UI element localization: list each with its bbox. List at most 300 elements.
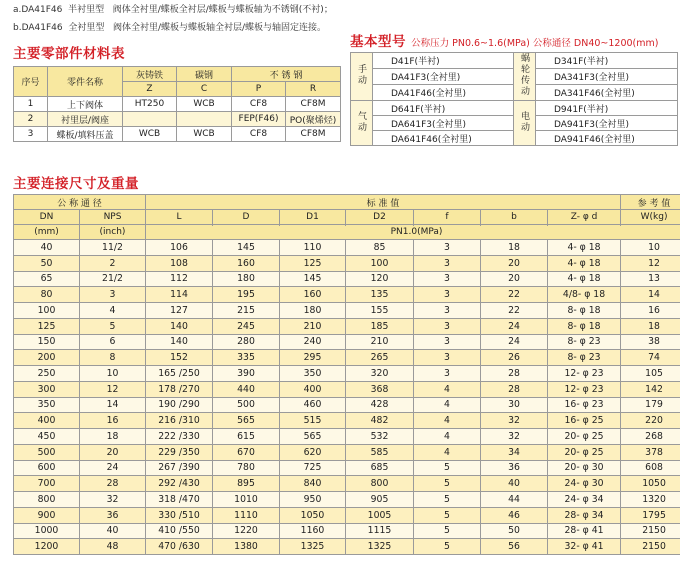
table-cell: 4 [414, 444, 481, 460]
table-cell: 895 [213, 476, 280, 492]
table-cell: 12- φ 23 [548, 381, 621, 397]
table-cell: 44 [481, 492, 548, 508]
table-cell: 585 [346, 444, 414, 460]
model-cell: DA941F3(全衬里) [536, 116, 678, 131]
note-b-desc: 阀体全衬里/蝶板与蝶板轴全衬层/蝶板与轴固定连接。 [112, 23, 327, 33]
table-cell: 40 [80, 523, 146, 539]
table-cell: 5 [414, 476, 481, 492]
table-cell: 500 [14, 444, 80, 460]
table-cell: 400 [280, 381, 346, 397]
table-cell: 18 [80, 429, 146, 445]
table-row [14, 303, 680, 319]
note-a [13, 4, 333, 17]
table-cell: 220 [621, 413, 680, 429]
col-stainless-header: 不 锈 钢 [232, 67, 341, 82]
model-cell: DA41F46(全衬里) [373, 85, 514, 101]
table-cell: 250 [14, 366, 80, 382]
table-cell: 600 [14, 460, 80, 476]
table-cell: 3 [414, 334, 481, 350]
table-row [14, 507, 680, 523]
label-text: 气动 [356, 110, 366, 133]
table-cell: 470 /630 [146, 539, 213, 555]
code-z: Z [123, 82, 177, 97]
cell: 蝶板/填料压盖 [48, 127, 123, 142]
cell: WCB [177, 97, 232, 112]
table-cell: 142 [621, 381, 680, 397]
table-cell: 700 [14, 476, 80, 492]
table-cell: 400 [14, 413, 80, 429]
table-cell: 28- φ 41 [548, 523, 621, 539]
cell: 2 [14, 112, 48, 127]
table-cell: 2150 [621, 539, 680, 555]
label-text: 蜗轮传动 [519, 53, 529, 97]
cell: 上下阀体 [48, 97, 123, 112]
table-cell: 50 [14, 255, 80, 271]
table-cell: 108 [146, 255, 213, 271]
table-cell: 26 [481, 350, 548, 366]
table-cell: 80 [14, 287, 80, 303]
code-p: P [232, 82, 286, 97]
table-cell: 2150 [621, 523, 680, 539]
table-cell: 114 [146, 287, 213, 303]
table-cell: 20- φ 30 [548, 460, 621, 476]
table-cell: 22 [481, 287, 548, 303]
model-cell: D941F(半衬) [536, 101, 678, 116]
table-cell: 240 [280, 334, 346, 350]
table-cell: 6 [80, 334, 146, 350]
table-cell: 245 [213, 318, 280, 334]
table-cell: 65 [14, 271, 80, 287]
material-row [14, 112, 341, 127]
table-cell: 5 [414, 539, 481, 555]
model-cell: DA41F3(全衬里) [373, 69, 514, 85]
table-cell: 410 /550 [146, 523, 213, 539]
table-cell: 160 [280, 287, 346, 303]
table-cell: 5 [414, 460, 481, 476]
dimensions-table [13, 194, 680, 555]
table-cell: 38 [621, 334, 680, 350]
table-cell: 1115 [346, 523, 414, 539]
table-cell: 120 [346, 271, 414, 287]
table-cell: 200 [14, 350, 80, 366]
group-pneumatic-label [351, 101, 373, 146]
table-cell: 8- φ 23 [548, 334, 621, 350]
note-b-code: b.DA41F46 [13, 23, 63, 33]
table-cell: 565 [280, 429, 346, 445]
col-carbon-steel-header: 碳钢 [177, 67, 232, 82]
cell: 衬里层/阀座 [48, 112, 123, 127]
table-cell: 292 /430 [146, 476, 213, 492]
table-cell: 5 [414, 507, 481, 523]
table-cell: 3 [414, 318, 481, 334]
table-cell: 460 [280, 397, 346, 413]
table-cell: 50 [481, 523, 548, 539]
table-cell: 1110 [213, 507, 280, 523]
table-row [14, 444, 680, 460]
reference-header: 参 考 值 [621, 195, 680, 210]
standard-header: 标 准 值 [146, 195, 621, 210]
f-header: f [414, 210, 481, 225]
material-row [14, 127, 341, 142]
table-cell: 1380 [213, 539, 280, 555]
model-cell: DA641F3(全衬里) [373, 116, 514, 131]
table-cell: 46 [481, 507, 548, 523]
cell: CF8 [232, 127, 286, 142]
table-cell: 1200 [14, 539, 80, 555]
table-row [14, 460, 680, 476]
note-a-type: 半衬里型 [68, 5, 105, 15]
table-cell: 152 [146, 350, 213, 366]
table-cell: 350 [280, 366, 346, 382]
table-cell: 950 [280, 492, 346, 508]
table-cell: 140 [146, 318, 213, 334]
table-cell: 24- φ 30 [548, 476, 621, 492]
table-row [14, 397, 680, 413]
note-b [13, 22, 326, 35]
models-heading [350, 30, 658, 50]
cell: CF8M [286, 97, 341, 112]
table-cell: 36 [481, 460, 548, 476]
table-cell: 24 [481, 318, 548, 334]
nps-header: NPS [80, 210, 146, 225]
cell: CF8M [286, 127, 341, 142]
dn-unit: (mm) [14, 225, 80, 240]
table-cell: 32 [481, 429, 548, 445]
table-cell: 5 [414, 492, 481, 508]
table-cell: 267 /390 [146, 460, 213, 476]
group-worm-label [514, 53, 536, 101]
table-cell: 210 [280, 318, 346, 334]
table-cell: 125 [14, 318, 80, 334]
table-cell: 3 [414, 287, 481, 303]
table-cell: 195 [213, 287, 280, 303]
table-row [14, 334, 680, 350]
model-cell: DA341F3(全衬里) [536, 69, 678, 85]
table-cell: 165 /250 [146, 366, 213, 382]
table-cell: 13 [621, 271, 680, 287]
table-cell: 229 /350 [146, 444, 213, 460]
pn-header: PN1.0(MPa) [146, 225, 680, 240]
table-row [14, 492, 680, 508]
table-cell: 1325 [280, 539, 346, 555]
table-row [14, 523, 680, 539]
cell: WCB [177, 127, 232, 142]
table-cell: 3 [414, 240, 481, 256]
table-cell: 30 [481, 397, 548, 413]
table-cell: 20 [80, 444, 146, 460]
note-a-code: a.DA41F46 [13, 5, 63, 15]
model-cell: DA941F46(全衬里) [536, 131, 678, 146]
table-cell: 24 [80, 460, 146, 476]
table-cell: 4- φ 18 [548, 271, 621, 287]
code-c: C [177, 82, 232, 97]
table-cell: 180 [280, 303, 346, 319]
table-cell: 10 [80, 366, 146, 382]
table-cell: 515 [280, 413, 346, 429]
table-cell: 3 [80, 287, 146, 303]
table-cell: 1010 [213, 492, 280, 508]
table-cell: 20- φ 25 [548, 429, 621, 445]
cell: HT250 [123, 97, 177, 112]
b-header: b [481, 210, 548, 225]
table-cell: 185 [346, 318, 414, 334]
table-cell: 150 [14, 334, 80, 350]
table-cell: 1050 [621, 476, 680, 492]
material-row [14, 97, 341, 112]
table-cell: 12 [621, 255, 680, 271]
cell [177, 112, 232, 127]
col-gray-iron-header: 灰铸铁 [123, 67, 177, 82]
table-cell: 18 [621, 318, 680, 334]
table-cell: 12- φ 23 [548, 366, 621, 382]
table-cell: 16- φ 25 [548, 413, 621, 429]
table-cell: 180 [213, 271, 280, 287]
table-row [14, 240, 680, 256]
table-cell: 105 [621, 366, 680, 382]
table-cell: 32 [481, 413, 548, 429]
table-cell: 335 [213, 350, 280, 366]
note-b-type: 全衬里型 [68, 23, 105, 33]
group-manual-label [351, 53, 373, 101]
label-text: 电动 [519, 110, 529, 133]
table-cell: 1325 [346, 539, 414, 555]
table-cell: 4 [414, 429, 481, 445]
table-cell: 2 [80, 255, 146, 271]
table-cell: 106 [146, 240, 213, 256]
model-cell: D341F(半衬) [536, 53, 678, 69]
table-row [14, 271, 680, 287]
table-cell: 20 [481, 255, 548, 271]
table-cell: 8- φ 23 [548, 350, 621, 366]
table-cell: 36 [80, 507, 146, 523]
table-cell: 14 [621, 287, 680, 303]
table-cell: 330 /510 [146, 507, 213, 523]
table-cell: 14 [80, 397, 146, 413]
table-cell: 900 [14, 507, 80, 523]
table-cell: 56 [481, 539, 548, 555]
table-row [14, 429, 680, 445]
table-cell: 320 [346, 366, 414, 382]
table-cell: 8- φ 18 [548, 318, 621, 334]
table-cell: 4- φ 18 [548, 255, 621, 271]
models-title: 基本型号 [350, 34, 406, 50]
table-cell: 8- φ 18 [548, 303, 621, 319]
table-cell: 48 [80, 539, 146, 555]
dn-header: DN [14, 210, 80, 225]
table-cell: 532 [346, 429, 414, 445]
table-cell: 127 [146, 303, 213, 319]
materials-table [13, 66, 341, 142]
group-electric-label [514, 101, 536, 146]
table-cell: 110 [280, 240, 346, 256]
d-header: D [213, 210, 280, 225]
table-cell: 216 /310 [146, 413, 213, 429]
table-cell: 20 [481, 271, 548, 287]
col-part-header: 零件名称 [48, 67, 123, 97]
table-cell: 780 [213, 460, 280, 476]
nps-unit: (inch) [80, 225, 146, 240]
table-cell: 100 [14, 303, 80, 319]
table-cell: 390 [213, 366, 280, 382]
table-cell: 4- φ 18 [548, 240, 621, 256]
d2-header: D2 [346, 210, 414, 225]
table-cell: 10 [621, 240, 680, 256]
table-cell: 3 [414, 255, 481, 271]
table-cell: 16 [621, 303, 680, 319]
table-cell: 318 /470 [146, 492, 213, 508]
l-header: L [146, 210, 213, 225]
table-cell: 295 [280, 350, 346, 366]
table-cell: 112 [146, 271, 213, 287]
table-row [14, 255, 680, 271]
table-cell: 34 [481, 444, 548, 460]
table-cell: 350 [14, 397, 80, 413]
table-cell: 3 [414, 303, 481, 319]
table-cell: 1320 [621, 492, 680, 508]
models-subtitle: 公称压力 PN0.6~1.6(MPa) 公称通径 DN40~1200(mm) [411, 38, 659, 49]
dimensions-title: 主要连接尺寸及重量 [13, 176, 139, 192]
table-cell: 482 [346, 413, 414, 429]
table-cell: 125 [280, 255, 346, 271]
table-cell: 210 [346, 334, 414, 350]
table-cell: 22 [481, 303, 548, 319]
table-cell: 265 [346, 350, 414, 366]
table-cell: 685 [346, 460, 414, 476]
table-cell: 378 [621, 444, 680, 460]
model-cell: D641F(半衬) [373, 101, 514, 116]
cell: 1 [14, 97, 48, 112]
model-cell: DA641F46(全衬里) [373, 131, 514, 146]
table-cell: 24- φ 34 [548, 492, 621, 508]
table-cell: 40 [14, 240, 80, 256]
table-cell: 1000 [14, 523, 80, 539]
table-cell: 1005 [346, 507, 414, 523]
table-cell: 280 [213, 334, 280, 350]
d1-header: D1 [280, 210, 346, 225]
table-cell: 215 [213, 303, 280, 319]
table-cell: 28 [80, 476, 146, 492]
table-cell: 3 [414, 271, 481, 287]
table-cell: 20- φ 25 [548, 444, 621, 460]
table-cell: 905 [346, 492, 414, 508]
table-cell: 40 [481, 476, 548, 492]
table-cell: 368 [346, 381, 414, 397]
table-cell: 725 [280, 460, 346, 476]
table-row [14, 539, 680, 555]
table-cell: 1050 [280, 507, 346, 523]
table-cell: 11/2 [80, 240, 146, 256]
table-cell: 608 [621, 460, 680, 476]
table-cell: 4 [414, 413, 481, 429]
nominal-header: 公 称 通 径 [14, 195, 146, 210]
table-row [14, 350, 680, 366]
table-cell: 135 [346, 287, 414, 303]
table-cell: 145 [213, 240, 280, 256]
table-cell: 800 [14, 492, 80, 508]
model-cell: DA341F46(全衬里) [536, 85, 678, 101]
table-cell: 5 [80, 318, 146, 334]
materials-title: 主要零部件材料表 [13, 46, 125, 62]
table-cell: 190 /290 [146, 397, 213, 413]
table-row [14, 476, 680, 492]
table-cell: 1160 [280, 523, 346, 539]
table-cell: 4 [414, 397, 481, 413]
table-cell: 12 [80, 381, 146, 397]
table-cell: 28- φ 34 [548, 507, 621, 523]
cell: FEP(F46) [232, 112, 286, 127]
cell: WCB [123, 127, 177, 142]
table-row [14, 318, 680, 334]
table-cell: 32 [80, 492, 146, 508]
weight-header: W(kg) [621, 210, 680, 225]
bolt-header: Z- φ d [548, 210, 621, 225]
table-row [14, 287, 680, 303]
table-cell: 18 [481, 240, 548, 256]
table-cell: 145 [280, 271, 346, 287]
table-cell: 428 [346, 397, 414, 413]
table-cell: 670 [213, 444, 280, 460]
table-cell: 179 [621, 397, 680, 413]
table-cell: 178 /270 [146, 381, 213, 397]
cell [123, 112, 177, 127]
table-cell: 800 [346, 476, 414, 492]
table-cell: 160 [213, 255, 280, 271]
table-cell: 4/8- φ 18 [548, 287, 621, 303]
table-cell: 85 [346, 240, 414, 256]
table-cell: 24 [481, 334, 548, 350]
col-no-header: 序号 [14, 67, 48, 97]
note-a-desc: 阀体全衬里/蝶板全衬层/蝶板与蝶板轴为不锈钢(不衬)； [112, 5, 333, 15]
models-table [350, 52, 678, 146]
table-cell: 300 [14, 381, 80, 397]
table-cell: 500 [213, 397, 280, 413]
model-cell: D41F(半衬) [373, 53, 514, 69]
table-cell: 615 [213, 429, 280, 445]
table-cell: 21/2 [80, 271, 146, 287]
table-cell: 140 [146, 334, 213, 350]
table-cell: 565 [213, 413, 280, 429]
table-cell: 155 [346, 303, 414, 319]
table-cell: 4 [414, 381, 481, 397]
cell: PO(聚烯烃) [286, 112, 341, 127]
cell: 3 [14, 127, 48, 142]
table-cell: 5 [414, 523, 481, 539]
table-row [14, 381, 680, 397]
table-cell: 28 [481, 366, 548, 382]
table-cell: 222 /330 [146, 429, 213, 445]
table-cell: 450 [14, 429, 80, 445]
table-cell: 74 [621, 350, 680, 366]
table-cell: 100 [346, 255, 414, 271]
table-cell: 1795 [621, 507, 680, 523]
table-cell: 3 [414, 366, 481, 382]
table-row [14, 413, 680, 429]
table-cell: 16 [80, 413, 146, 429]
table-cell: 4 [80, 303, 146, 319]
table-cell: 8 [80, 350, 146, 366]
table-cell: 16- φ 23 [548, 397, 621, 413]
table-cell: 620 [280, 444, 346, 460]
label-text: 手动 [356, 64, 366, 86]
table-cell: 840 [280, 476, 346, 492]
table-row [14, 366, 680, 382]
table-cell: 32- φ 41 [548, 539, 621, 555]
table-cell: 440 [213, 381, 280, 397]
table-cell: 268 [621, 429, 680, 445]
table-cell: 28 [481, 381, 548, 397]
table-cell: 3 [414, 350, 481, 366]
table-cell: 1220 [213, 523, 280, 539]
